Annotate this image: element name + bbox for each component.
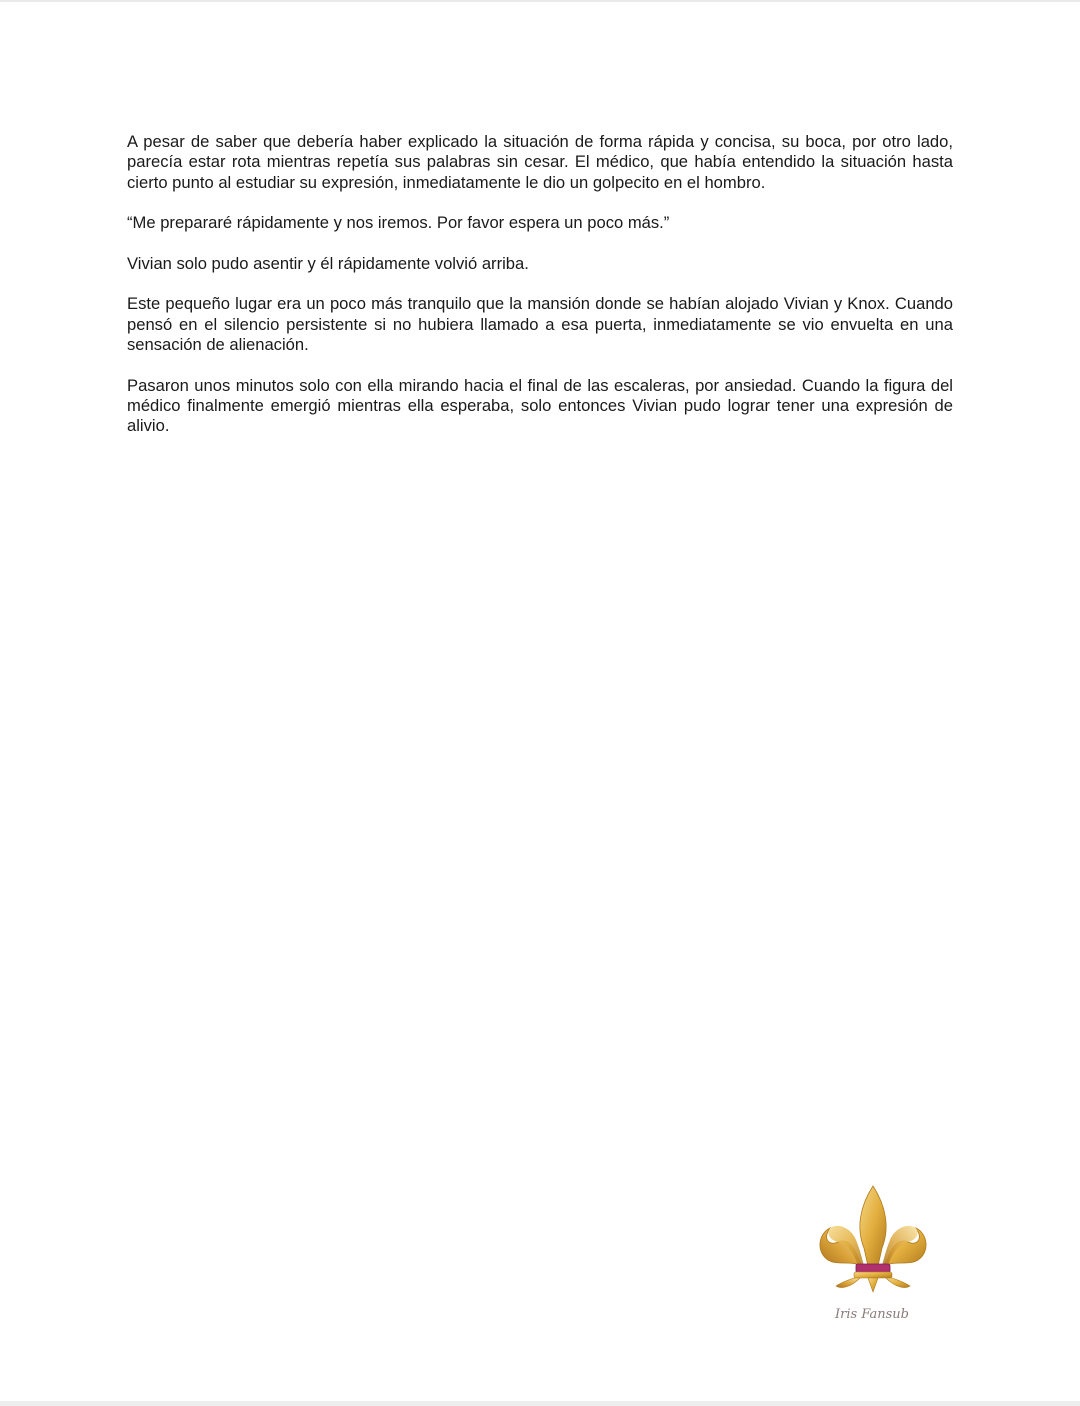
paragraph-4: Este pequeño lugar era un poco más tranquilo que la mansión donde se habían alojado Vivian y Knox. Cuando pensó en el silencio persistente si no hubiera llamado a esa puerta, inmediatamente se vio envuelta en una sensación de alienación. xyxy=(127,294,953,354)
signature-text: Iris Fansub xyxy=(835,1307,909,1322)
paragraph-1: A pesar de saber que debería haber explicado la situación de forma rápida y concisa, su boca, por otro lado, parecía estar rota mientras repetía sus palabras sin cesar. El médico, que había entendido la situación hasta cierto punto al estudiar su expresión, inmediatamente le dio un golpecito en el hombro. xyxy=(127,132,953,192)
paragraph-5: Pasaron unos minutos solo con ella mirando hacia el final de las escaleras, por ansiedad. Cuando la figura del médico finalmente emergió mientras ella esperaba, solo entonces Vivian pudo lograr tener una expresión de alivio. xyxy=(127,375,953,436)
fleur-de-lis-icon xyxy=(812,1182,934,1324)
paragraph-2: “Me prepararé rápidamente y nos iremos. Por favor espera un poco más.” xyxy=(127,213,670,233)
document-body xyxy=(127,132,953,457)
fansub-logo xyxy=(812,1182,934,1324)
page-bottom-edge xyxy=(0,1401,1080,1406)
paragraph-3: Vivian solo pudo asentir y él rápidamente volvió arriba. xyxy=(127,253,529,273)
